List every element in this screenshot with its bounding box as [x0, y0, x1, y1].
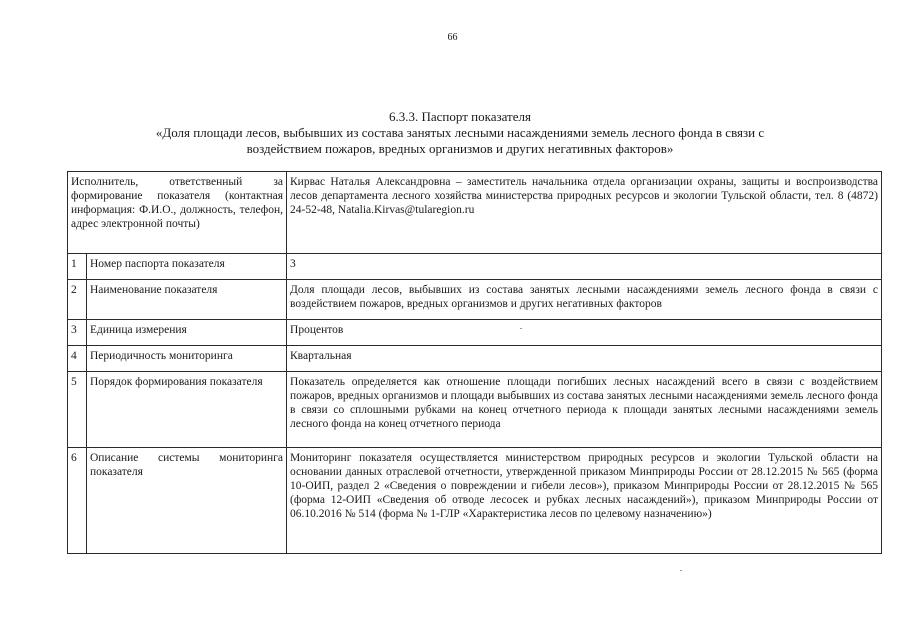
row-number: 2 — [68, 280, 87, 320]
table-row — [68, 448, 882, 554]
table-row — [68, 280, 882, 320]
table-row — [68, 320, 882, 346]
scan-speck — [680, 570, 682, 571]
row-label: Номер паспорта показателя — [87, 254, 287, 280]
heading-section-title: 6.3.3. Паспорт показателя — [389, 109, 531, 124]
row-value: Доля площади лесов, выбывших из состава занятых лесными насаждениями земель лесного фонда в связи с воздействием пожаров, вредных организмов и других негативных факторов — [287, 280, 882, 320]
row-number: 4 — [68, 346, 87, 372]
executor-value: Кирвас Наталья Александровна – заместитель начальника отдела организации охраны, защиты и воспроизводства лесов департамента лесного хозяйства министерства природных ресурсов и экологии Тульской области, тел. 8 (4872) 24-52-48, Natalia.Kirvas@tularegion.ru — [287, 172, 882, 254]
heading-indicator-name-line2: воздействием пожаров, вредных организмов и других негативных факторов» — [246, 141, 674, 156]
table-row-executor — [68, 172, 882, 254]
scan-speck — [520, 328, 522, 329]
row-label: Описание системы мониторинга показателя — [87, 448, 287, 554]
page-number: 66 — [447, 32, 458, 43]
table-row — [68, 254, 882, 280]
row-number: 1 — [68, 254, 87, 280]
row-number: 3 — [68, 320, 87, 346]
row-label: Порядок формирования показателя — [87, 372, 287, 448]
row-value: Мониторинг показателя осуществляется министерством природных ресурсов и экологии Тульской области на основании данных отраслевой отчетности, утвержденной приказом Минприроды России от 28.12.2015 № 565 (форма 10-ОИП, раздел 2 «Сведения о повреждении и гибели лесов»), приказом Минприроды России от 28.12.2015 № 565 (форма 12-ОИП «Сведения об отводе лесосек и рубках лесных насаждений»), приказом Минприроды России от 06.10.2016 № 514 (форма № 1-ГЛР «Характеристика лесов по целевому назначению») — [287, 448, 882, 554]
document-heading — [60, 109, 860, 157]
table-row — [68, 372, 882, 448]
row-label: Единица измерения — [87, 320, 287, 346]
row-value: Квартальная — [287, 346, 882, 372]
row-value: 3 — [287, 254, 882, 280]
row-label: Наименование показателя — [87, 280, 287, 320]
row-label: Периодичность мониторинга — [87, 346, 287, 372]
row-value: Показатель определяется как отношение площади погибших лесных насаждений всего в связи с воздействием пожаров, вредных организмов и площади выбывших из состава занятых лесными насаждениями земель лесного фонда в связи со сплошными рубками на конец отчетного периода к площади занятых лесными насаждениями земель лесного фонда на конец отчетного периода — [287, 372, 882, 448]
executor-label: Исполнитель, ответственный за формирование показателя (контактная информация: Ф.И.О., должность, телефон, адрес электронной почты) — [68, 172, 287, 254]
table-row — [68, 346, 882, 372]
row-number: 5 — [68, 372, 87, 448]
row-number: 6 — [68, 448, 87, 554]
heading-indicator-name-line1: «Доля площади лесов, выбывших из состава занятых лесными насаждениями земель лесного фонда в связи с — [155, 125, 765, 140]
passport-table — [67, 171, 882, 554]
row-value: Процентов — [287, 320, 882, 346]
